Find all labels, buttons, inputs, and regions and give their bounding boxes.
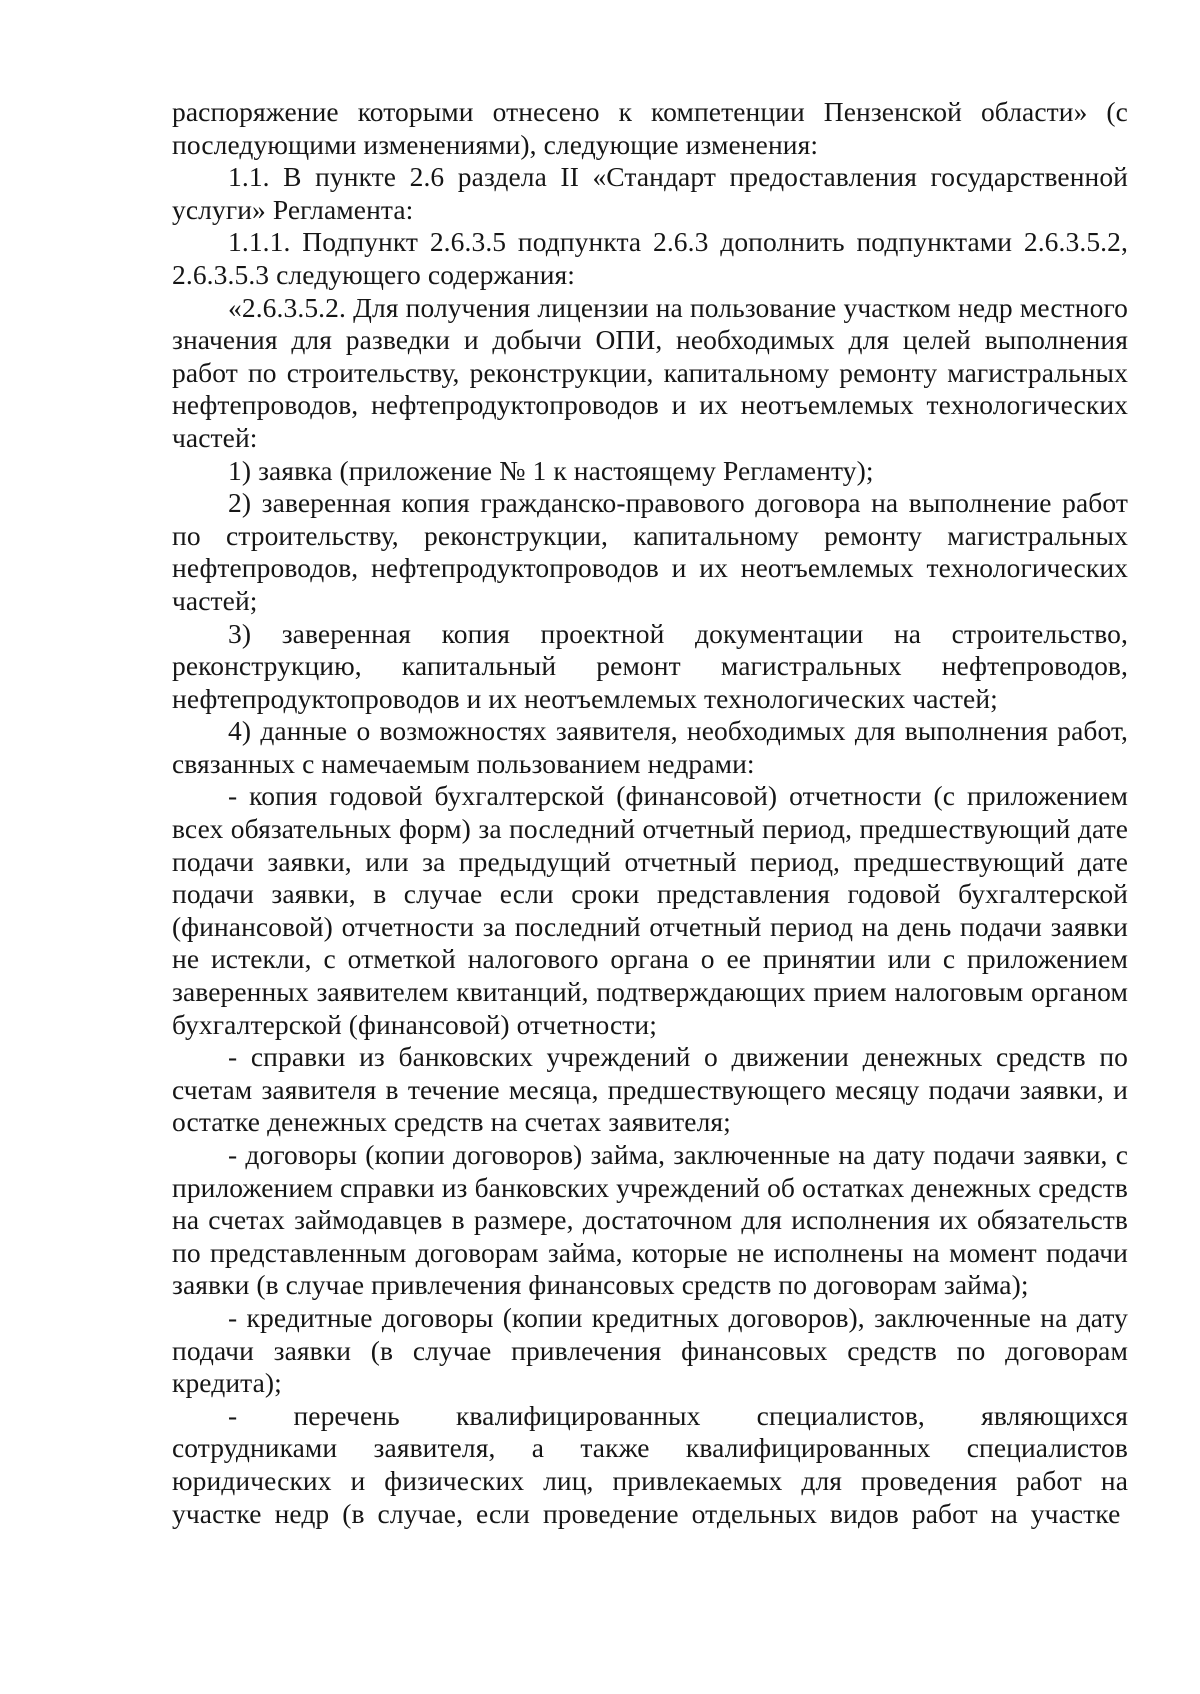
- paragraph-continuation: распоряжение которыми отнесено к компетенции Пензенской области» (с последующими изменениями), следующие изменения:: [172, 96, 1128, 160]
- paragraph-list-item-1: 1) заявка (приложение № 1 к настоящему Регламенту);: [228, 454, 874, 486]
- paragraph-list-item-3: 3) заверенная копия проектной документации на строительство, реконструкцию, капитальный ремонт магистральных нефтепроводов, нефтепродуктопроводов и их неотъемлемых технологических частей;: [172, 617, 1128, 714]
- paragraph-item-1-1: 1.1. В пункте 2.6 раздела II «Стандарт предоставления государственной услуги» Регламента:: [172, 161, 1128, 225]
- paragraph-bullet-loan-agreements: - договоры (копии договоров) займа, заключенные на дату подачи заявки, с приложением справки из банковских учреждений об остатках денежных средств на счетах займодавцев в размере, достаточном для исполнения их обязательств по представленным договорам займа, которые не исполнены на момент подачи заявки (в случае привлечения финансовых средств по договорам займа);: [172, 1139, 1128, 1301]
- paragraph-list-item-4: 4) данные о возможностях заявителя, необходимых для выполнения работ, связанных с намечаемым пользованием недрами:: [172, 715, 1128, 779]
- paragraph-bullet-specialists: - перечень квалифицированных специалистов, являющихся сотрудниками заявителя, а также квалифицированных специалистов юридических и физических лиц, привлекаемых для проведения работ на участке недр (в случае, если проведение отдельных видов работ на участке: [172, 1399, 1128, 1529]
- paragraph-list-item-2: 2) заверенная копия гражданско-правового договора на выполнение работ по строительству, реконструкции, капитальному ремонту магистральных нефтепроводов, нефтепродуктопроводов и их неотъемлемых технологических частей;: [172, 487, 1128, 616]
- paragraph-bullet-credit-agreements: - кредитные договоры (копии кредитных договоров), заключенные на дату подачи заявки (в случае привлечения финансовых средств по договорам кредита);: [172, 1301, 1128, 1399]
- paragraph-bullet-bank-statements: - справки из банковских учреждений о движении денежных средств по счетам заявителя в течение месяца, предшествующего месяцу подачи заявки, и остатке денежных средств на счетах заявителя;: [172, 1041, 1128, 1138]
- paragraph-item-2-6-3-5-2: «2.6.3.5.2. Для получения лицензии на пользование участком недр местного значения для разведки и добычи ОПИ, необходимых для целей выполнения работ по строительству, реконструкции, капитальному ремонту магистральных нефтепроводов, нефтепродуктопроводов и их неотъемлемых технологических частей:: [172, 291, 1128, 453]
- paragraph-item-1-1-1: 1.1.1. Подпункт 2.6.3.5 подпункта 2.6.3 дополнить подпунктами 2.6.3.5.2, 2.6.3.5.3 следующего содержания:: [172, 226, 1128, 290]
- paragraph-bullet-financial-report: - копия годовой бухгалтерской (финансовой) отчетности (с приложением всех обязательных форм) за последний отчетный период, предшествующий дате подачи заявки, или за предыдущий отчетный период, предшествующий дате подачи заявки, в случае если сроки представления годовой бухгалтерской (финансовой) отчетности за последний отчетный период на день подачи заявки не истекли, с отметкой налогового органа о ее принятии или с приложением заверенных заявителем квитанций, подтверждающих прием налоговым органом бухгалтерской (финансовой) отчетности;: [172, 780, 1128, 1040]
- document-body: [172, 96, 1128, 1530]
